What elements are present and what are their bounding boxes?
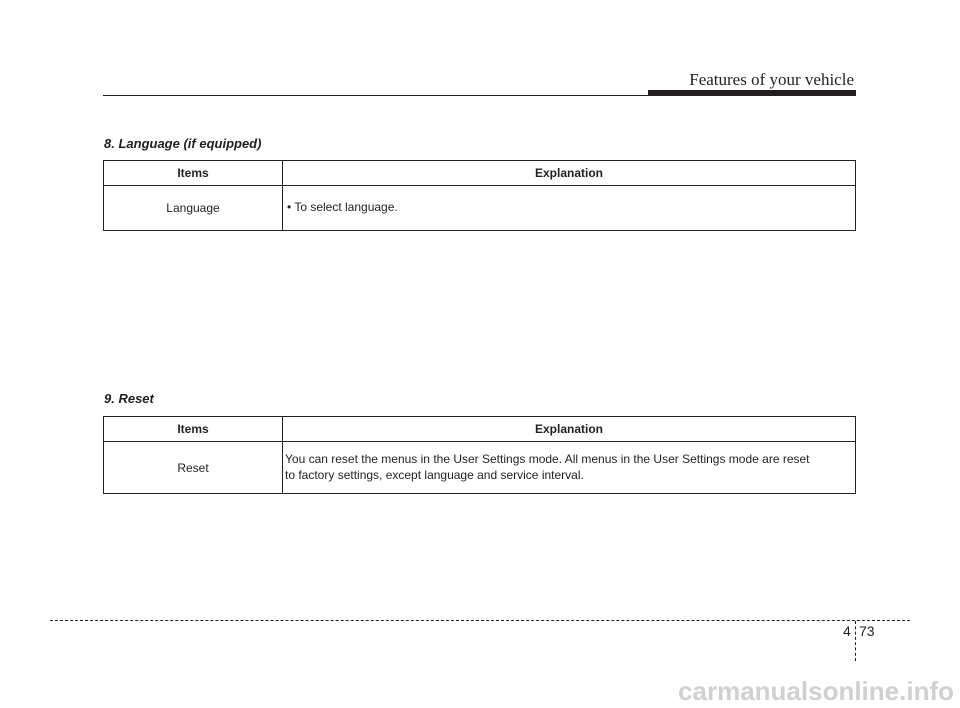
table-cell-item: Reset (104, 442, 283, 494)
explanation-line: to factory settings, except language and service interval. (285, 468, 584, 482)
page-number: 73 (859, 623, 875, 639)
table-cell-explanation: • To select language. (283, 186, 856, 231)
column-header-items: Items (104, 417, 283, 442)
column-header-explanation: Explanation (283, 417, 856, 442)
table-header-row (104, 417, 856, 442)
header-rule-bar (648, 90, 856, 96)
language-table (103, 160, 856, 231)
section-heading-language: 8. Language (if equipped) (104, 136, 262, 151)
table-row (104, 442, 856, 494)
page-header-title: Features of your vehicle (689, 70, 854, 89)
header-rule (103, 95, 648, 96)
column-header-explanation: Explanation (283, 161, 856, 186)
table-cell-item: Language (104, 186, 283, 231)
watermark: carmanualsonline.info (678, 676, 954, 706)
explanation-line: You can reset the menus in the User Settings mode. All menus in the User Settings mode are reset (285, 452, 810, 466)
page-number-divider (855, 621, 856, 661)
footer-rule (50, 620, 910, 621)
table-header-row (104, 161, 856, 186)
chapter-number: 4 (843, 623, 851, 639)
table-row (104, 186, 856, 231)
reset-table (103, 416, 856, 494)
column-header-items: Items (104, 161, 283, 186)
section-heading-reset: 9. Reset (104, 391, 154, 406)
table-cell-explanation (283, 442, 856, 494)
